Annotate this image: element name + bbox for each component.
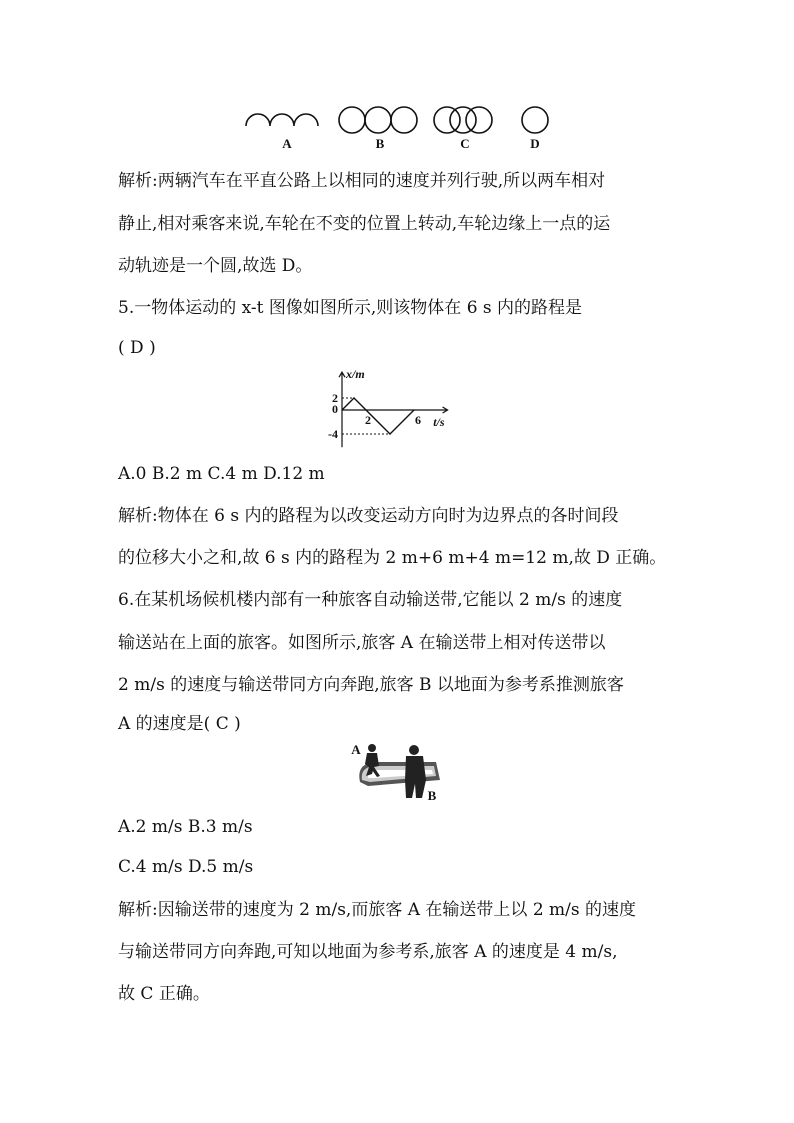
xt-series-line: [342, 398, 414, 434]
y-tick-label: 0: [332, 402, 338, 416]
conveyor-label-a: A: [351, 742, 361, 757]
xt-point: [341, 409, 342, 410]
q6-analysis-line-2: 与输送带同方向奔跑,可知以地面为参考系,旅客 A 的速度是 4 m/s,: [118, 942, 618, 962]
q6-analysis-line-3: 故 C 正确。: [118, 984, 210, 1004]
trajectory-d: [522, 107, 548, 133]
q5-answer-bracket: ( D ): [118, 338, 156, 358]
q5-stem-line-1: 5.一物体运动的 x-t 图像如图所示,则该物体在 6 s 内的路程是: [118, 298, 583, 318]
q6-stem-line-3: 2 m/s 的速度与输送带同方向奔跑,旅客 B 以地面为参考系推测旅客: [118, 675, 624, 695]
trajectory-c: [434, 107, 492, 133]
trajectory-b: [339, 107, 417, 133]
trajectory-label-c: C: [460, 136, 470, 151]
q5-options: A.0 B.2 m C.4 m D.12 m: [118, 464, 325, 484]
conveyor-label-b: B: [427, 788, 437, 803]
xt-chart: [318, 366, 478, 448]
trajectory-figure: [240, 100, 560, 152]
q4-analysis-line-1: 解析:两辆汽车在平直公路上以相同的速度并列行驶,所以两车相对: [118, 171, 606, 191]
passenger-b-figure: [405, 745, 426, 798]
q5-analysis-line-2: 的位移大小之和,故 6 s 内的路程为 2 m+6 m+4 m=12 m,故 D 正确。: [118, 548, 667, 568]
q6-stem-line-4: A 的速度是( C ): [118, 714, 241, 734]
trajectory-a: [246, 114, 318, 126]
xt-chart-series: [341, 397, 414, 434]
q6-options-line-2: C.4 m/s D.5 m/s: [118, 857, 254, 877]
y-axis-label: x/m: [346, 367, 365, 381]
x-tick-label: 6: [415, 413, 421, 427]
x-tick-label: 2: [365, 413, 371, 427]
trajectory-label-b: B: [375, 136, 385, 151]
q6-analysis-line-1: 解析:因输送带的速度为 2 m/s,而旅客 A 在输送带上以 2 m/s 的速度: [118, 900, 637, 920]
q4-analysis-line-2: 静止,相对乘客来说,车轮在不变的位置上转动,车轮边缘上一点的运: [118, 214, 611, 234]
y-tick-label: -4: [328, 427, 338, 441]
trajectory-label-d: D: [530, 136, 540, 151]
xt-point: [353, 397, 354, 398]
q4-analysis-line-3: 动轨迹是一个圆,故选 D。: [118, 256, 313, 276]
q6-stem-line-1: 6.在某机场候机楼内部有一种旅客自动输送带,它能以 2 m/s 的速度: [118, 590, 623, 610]
conveyor-figure: [348, 740, 448, 806]
x-axis-label: t/s: [433, 415, 445, 429]
xt-point: [413, 409, 414, 410]
y-tick-label: 2: [332, 391, 338, 405]
q6-stem-line-2: 输送站在上面的旅客。如图所示,旅客 A 在输送带上相对传送带以: [118, 633, 606, 653]
xt-point: [389, 433, 390, 434]
q6-options-line-1: A.2 m/s B.3 m/s: [118, 817, 253, 837]
trajectory-label-a: A: [282, 136, 292, 151]
q5-analysis-line-1: 解析:物体在 6 s 内的路程为以改变运动方向时为边界点的各时间段: [118, 506, 619, 526]
xt-chart-axes: [339, 372, 448, 447]
